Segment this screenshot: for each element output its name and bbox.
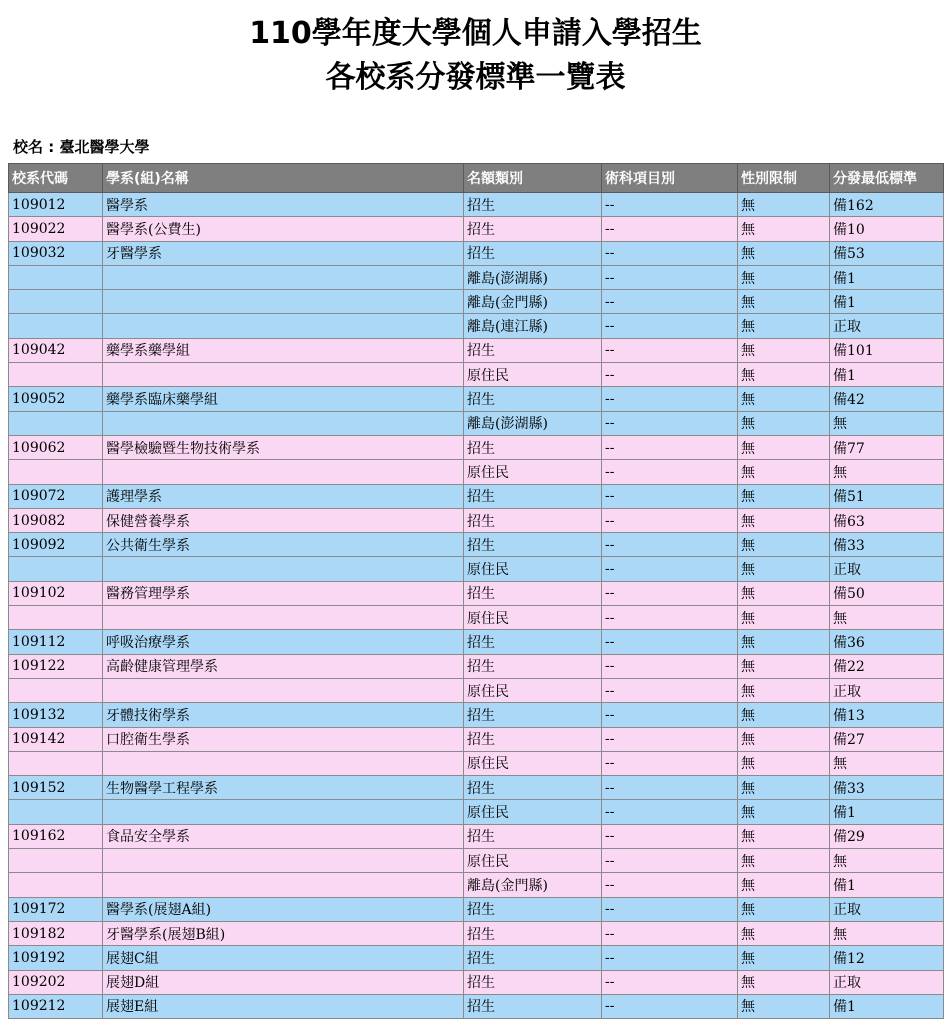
cell-skill: -- xyxy=(602,387,738,411)
cell-code: 109162 xyxy=(9,824,103,848)
cell-code xyxy=(9,873,103,897)
cell-dept xyxy=(103,800,464,824)
table-row xyxy=(9,800,944,824)
cell-category: 原住民 xyxy=(464,751,602,775)
cell-standard: 備1 xyxy=(830,994,944,1018)
cell-category: 招生 xyxy=(464,484,602,508)
cell-gender: 無 xyxy=(738,921,830,945)
cell-category: 招生 xyxy=(464,970,602,994)
cell-gender: 無 xyxy=(738,338,830,362)
cell-gender: 無 xyxy=(738,751,830,775)
table-row xyxy=(9,363,944,387)
cell-gender: 無 xyxy=(738,800,830,824)
cell-category: 離島(連江縣) xyxy=(464,314,602,338)
cell-standard: 備10 xyxy=(830,217,944,241)
cell-dept: 高齡健康管理學系 xyxy=(103,654,464,678)
cell-standard: 無 xyxy=(830,606,944,630)
cell-code: 109142 xyxy=(9,727,103,751)
cell-category: 原住民 xyxy=(464,606,602,630)
cell-code: 109102 xyxy=(9,581,103,605)
cell-skill: -- xyxy=(602,508,738,532)
table-row xyxy=(9,727,944,751)
cell-code: 109012 xyxy=(9,193,103,217)
cell-gender: 無 xyxy=(738,387,830,411)
cell-skill: -- xyxy=(602,849,738,873)
cell-skill: -- xyxy=(602,265,738,289)
cell-standard: 正取 xyxy=(830,678,944,702)
cell-gender: 無 xyxy=(738,606,830,630)
cell-dept: 藥學系藥學組 xyxy=(103,338,464,362)
table-row xyxy=(9,460,944,484)
cell-standard: 備50 xyxy=(830,581,944,605)
cell-skill: -- xyxy=(602,776,738,800)
cell-gender: 無 xyxy=(738,484,830,508)
cell-skill: -- xyxy=(602,338,738,362)
school-name: 校名 : 臺北醫學大學 xyxy=(13,138,150,156)
cell-code xyxy=(9,363,103,387)
cell-skill: -- xyxy=(602,703,738,727)
cell-code xyxy=(9,557,103,581)
table-row xyxy=(9,776,944,800)
cell-category: 招生 xyxy=(464,727,602,751)
cell-gender: 無 xyxy=(738,533,830,557)
cell-standard: 備42 xyxy=(830,387,944,411)
table-row xyxy=(9,411,944,435)
cell-standard: 正取 xyxy=(830,557,944,581)
cell-standard: 正取 xyxy=(830,314,944,338)
cell-dept: 展翅E組 xyxy=(103,994,464,1018)
cell-code: 109042 xyxy=(9,338,103,362)
table-row xyxy=(9,241,944,265)
page-subtitle: 各校系分發標準一覽表 xyxy=(325,60,626,95)
cell-code xyxy=(9,411,103,435)
table-header-row xyxy=(9,164,944,193)
cell-standard: 備63 xyxy=(830,508,944,532)
cell-category: 招生 xyxy=(464,508,602,532)
cell-code xyxy=(9,849,103,873)
cell-gender: 無 xyxy=(738,873,830,897)
cell-category: 招生 xyxy=(464,435,602,459)
cell-gender: 無 xyxy=(738,678,830,702)
table-row xyxy=(9,338,944,362)
cell-category: 招生 xyxy=(464,776,602,800)
cell-standard: 備1 xyxy=(830,873,944,897)
table-row xyxy=(9,265,944,289)
cell-standard: 備22 xyxy=(830,654,944,678)
cell-category: 招生 xyxy=(464,217,602,241)
table-row xyxy=(9,217,944,241)
table-row xyxy=(9,435,944,459)
cell-standard: 備51 xyxy=(830,484,944,508)
cell-dept: 生物醫學工程學系 xyxy=(103,776,464,800)
cell-skill: -- xyxy=(602,946,738,970)
cell-standard: 備162 xyxy=(830,193,944,217)
cell-dept: 護理學系 xyxy=(103,484,464,508)
cell-code xyxy=(9,290,103,314)
cell-gender: 無 xyxy=(738,435,830,459)
cell-skill: -- xyxy=(602,241,738,265)
table-row xyxy=(9,387,944,411)
cell-category: 招生 xyxy=(464,533,602,557)
cell-category: 原住民 xyxy=(464,678,602,702)
cell-code: 109212 xyxy=(9,994,103,1018)
cell-skill: -- xyxy=(602,460,738,484)
cell-gender: 無 xyxy=(738,265,830,289)
cell-standard: 正取 xyxy=(830,897,944,921)
cell-code: 109062 xyxy=(9,435,103,459)
cell-dept: 醫務管理學系 xyxy=(103,581,464,605)
cell-standard: 備1 xyxy=(830,290,944,314)
table-row xyxy=(9,897,944,921)
table-row xyxy=(9,703,944,727)
cell-dept xyxy=(103,314,464,338)
cell-category: 原住民 xyxy=(464,800,602,824)
cell-skill: -- xyxy=(602,533,738,557)
cell-standard: 無 xyxy=(830,849,944,873)
cell-skill: -- xyxy=(602,435,738,459)
cell-category: 招生 xyxy=(464,630,602,654)
cell-category: 招生 xyxy=(464,897,602,921)
cell-gender: 無 xyxy=(738,946,830,970)
cell-skill: -- xyxy=(602,751,738,775)
cell-standard: 備1 xyxy=(830,265,944,289)
cell-standard: 備33 xyxy=(830,776,944,800)
cell-dept xyxy=(103,363,464,387)
cell-standard: 備1 xyxy=(830,800,944,824)
table-row xyxy=(9,606,944,630)
cell-standard: 備1 xyxy=(830,363,944,387)
cell-category: 招生 xyxy=(464,654,602,678)
cell-standard: 無 xyxy=(830,751,944,775)
header-gender: 性別限制 xyxy=(738,164,830,193)
cell-category: 離島(金門縣) xyxy=(464,290,602,314)
cell-gender: 無 xyxy=(738,411,830,435)
table-row xyxy=(9,581,944,605)
header-skill: 術科項目別 xyxy=(602,164,738,193)
cell-dept: 牙體技術學系 xyxy=(103,703,464,727)
cell-skill: -- xyxy=(602,217,738,241)
table-row xyxy=(9,970,944,994)
cell-code: 109032 xyxy=(9,241,103,265)
cell-skill: -- xyxy=(602,727,738,751)
cell-dept: 展翅D組 xyxy=(103,970,464,994)
cell-skill: -- xyxy=(602,873,738,897)
cell-gender: 無 xyxy=(738,776,830,800)
table-row xyxy=(9,678,944,702)
cell-category: 離島(澎湖縣) xyxy=(464,411,602,435)
cell-skill: -- xyxy=(602,411,738,435)
cell-category: 招生 xyxy=(464,387,602,411)
cell-category: 招生 xyxy=(464,946,602,970)
cell-gender: 無 xyxy=(738,970,830,994)
cell-dept: 醫學系(公費生) xyxy=(103,217,464,241)
cell-code xyxy=(9,606,103,630)
cell-skill: -- xyxy=(602,581,738,605)
cell-standard: 備101 xyxy=(830,338,944,362)
cell-category: 原住民 xyxy=(464,849,602,873)
cell-dept: 醫學檢驗暨生物技術學系 xyxy=(103,435,464,459)
table-row xyxy=(9,751,944,775)
cell-code xyxy=(9,678,103,702)
cell-dept: 保健營養學系 xyxy=(103,508,464,532)
cell-dept: 食品安全學系 xyxy=(103,824,464,848)
cell-standard: 備12 xyxy=(830,946,944,970)
cell-dept xyxy=(103,849,464,873)
cell-gender: 無 xyxy=(738,241,830,265)
cell-category: 招生 xyxy=(464,824,602,848)
cell-gender: 無 xyxy=(738,217,830,241)
cell-code: 109022 xyxy=(9,217,103,241)
cell-code: 109122 xyxy=(9,654,103,678)
cell-dept xyxy=(103,751,464,775)
cell-standard: 備36 xyxy=(830,630,944,654)
table-row xyxy=(9,484,944,508)
cell-gender: 無 xyxy=(738,508,830,532)
admission-standards-table xyxy=(8,163,944,1019)
cell-skill: -- xyxy=(602,824,738,848)
cell-skill: -- xyxy=(602,970,738,994)
cell-gender: 無 xyxy=(738,897,830,921)
cell-code: 109202 xyxy=(9,970,103,994)
cell-code: 109192 xyxy=(9,946,103,970)
cell-gender: 無 xyxy=(738,460,830,484)
cell-gender: 無 xyxy=(738,314,830,338)
cell-dept: 展翅C組 xyxy=(103,946,464,970)
cell-skill: -- xyxy=(602,654,738,678)
cell-skill: -- xyxy=(602,557,738,581)
cell-dept xyxy=(103,411,464,435)
cell-code xyxy=(9,314,103,338)
table-row xyxy=(9,533,944,557)
table-row xyxy=(9,921,944,945)
table-row xyxy=(9,557,944,581)
cell-code xyxy=(9,751,103,775)
cell-skill: -- xyxy=(602,630,738,654)
cell-dept: 呼吸治療學系 xyxy=(103,630,464,654)
cell-category: 招生 xyxy=(464,193,602,217)
table-row xyxy=(9,654,944,678)
cell-dept xyxy=(103,606,464,630)
table-row xyxy=(9,994,944,1018)
cell-dept: 牙醫學系 xyxy=(103,241,464,265)
cell-standard: 無 xyxy=(830,411,944,435)
cell-standard: 備53 xyxy=(830,241,944,265)
cell-standard: 無 xyxy=(830,460,944,484)
cell-standard: 備27 xyxy=(830,727,944,751)
cell-code xyxy=(9,800,103,824)
header-dept: 學系(組)名稱 xyxy=(103,164,464,193)
cell-category: 招生 xyxy=(464,703,602,727)
cell-dept: 醫學系(展翅A組) xyxy=(103,897,464,921)
cell-gender: 無 xyxy=(738,581,830,605)
cell-gender: 無 xyxy=(738,654,830,678)
cell-skill: -- xyxy=(602,897,738,921)
table-row xyxy=(9,946,944,970)
header-category: 名額類別 xyxy=(464,164,602,193)
cell-code: 109092 xyxy=(9,533,103,557)
cell-standard: 備29 xyxy=(830,824,944,848)
cell-category: 招生 xyxy=(464,581,602,605)
cell-dept: 公共衛生學系 xyxy=(103,533,464,557)
cell-dept: 醫學系 xyxy=(103,193,464,217)
cell-skill: -- xyxy=(602,363,738,387)
cell-category: 招生 xyxy=(464,241,602,265)
cell-gender: 無 xyxy=(738,193,830,217)
cell-skill: -- xyxy=(602,921,738,945)
cell-gender: 無 xyxy=(738,363,830,387)
cell-gender: 無 xyxy=(738,630,830,654)
cell-dept xyxy=(103,265,464,289)
table-row xyxy=(9,630,944,654)
cell-dept xyxy=(103,557,464,581)
cell-category: 招生 xyxy=(464,338,602,362)
cell-skill: -- xyxy=(602,678,738,702)
cell-code: 109052 xyxy=(9,387,103,411)
cell-standard: 備77 xyxy=(830,435,944,459)
table-row xyxy=(9,314,944,338)
cell-category: 招生 xyxy=(464,921,602,945)
cell-dept: 藥學系臨床藥學組 xyxy=(103,387,464,411)
cell-gender: 無 xyxy=(738,727,830,751)
cell-category: 原住民 xyxy=(464,460,602,484)
table-row xyxy=(9,290,944,314)
table-row xyxy=(9,849,944,873)
cell-category: 離島(澎湖縣) xyxy=(464,265,602,289)
table-body xyxy=(9,193,944,1019)
cell-code: 109152 xyxy=(9,776,103,800)
cell-dept xyxy=(103,873,464,897)
cell-category: 原住民 xyxy=(464,363,602,387)
cell-code: 109072 xyxy=(9,484,103,508)
cell-skill: -- xyxy=(602,606,738,630)
cell-standard: 備33 xyxy=(830,533,944,557)
cell-dept: 口腔衛生學系 xyxy=(103,727,464,751)
cell-gender: 無 xyxy=(738,290,830,314)
cell-skill: -- xyxy=(602,193,738,217)
table-row xyxy=(9,193,944,217)
table-row xyxy=(9,824,944,848)
cell-code: 109112 xyxy=(9,630,103,654)
cell-code xyxy=(9,265,103,289)
cell-code: 109172 xyxy=(9,897,103,921)
cell-dept: 牙醫學系(展翅B組) xyxy=(103,921,464,945)
cell-dept xyxy=(103,460,464,484)
cell-skill: -- xyxy=(602,484,738,508)
page-title: 110學年度大學個人申請入學招生 xyxy=(249,16,702,51)
cell-code: 109132 xyxy=(9,703,103,727)
cell-gender: 無 xyxy=(738,703,830,727)
cell-gender: 無 xyxy=(738,994,830,1018)
cell-dept xyxy=(103,678,464,702)
cell-skill: -- xyxy=(602,290,738,314)
cell-standard: 正取 xyxy=(830,970,944,994)
cell-standard: 無 xyxy=(830,921,944,945)
cell-gender: 無 xyxy=(738,849,830,873)
cell-category: 招生 xyxy=(464,994,602,1018)
cell-category: 原住民 xyxy=(464,557,602,581)
table-row xyxy=(9,873,944,897)
cell-code: 109082 xyxy=(9,508,103,532)
cell-skill: -- xyxy=(602,994,738,1018)
cell-gender: 無 xyxy=(738,824,830,848)
header-standard: 分發最低標準 xyxy=(830,164,944,193)
cell-code: 109182 xyxy=(9,921,103,945)
cell-standard: 備13 xyxy=(830,703,944,727)
cell-gender: 無 xyxy=(738,557,830,581)
table-row xyxy=(9,508,944,532)
cell-dept xyxy=(103,290,464,314)
header-code: 校系代碼 xyxy=(9,164,103,193)
cell-category: 離島(金門縣) xyxy=(464,873,602,897)
cell-skill: -- xyxy=(602,314,738,338)
cell-code xyxy=(9,460,103,484)
cell-skill: -- xyxy=(602,800,738,824)
